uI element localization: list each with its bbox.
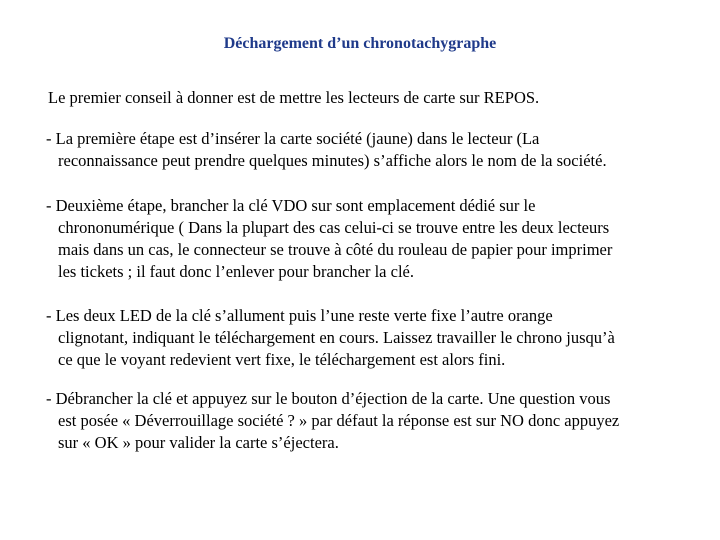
intro-paragraph: Le premier conseil à donner est de mettre les lecteurs de carte sur REPOS. <box>48 88 540 107</box>
step-line: ce que le voyant redevient vert fixe, le téléchargement est alors fini. <box>58 350 506 369</box>
step-line: mais dans un cas, le connecteur se trouve à côté du rouleau de papier pour imprimer <box>58 240 613 259</box>
step-line: - Les deux LED de la clé s’allument puis l’une reste verte fixe l’autre orange <box>46 306 553 325</box>
step-line: - La première étape est d’insérer la carte société (jaune) dans le lecteur (La <box>46 129 540 148</box>
step-line: chrononumérique ( Dans la plupart des cas celui-ci se trouve entre les deux lecteurs <box>58 218 610 237</box>
step-line: - Deuxième étape, brancher la clé VDO sur sont emplacement dédié sur le <box>46 196 536 215</box>
step-line: sur « OK » pour valider la carte s’éjectera. <box>58 433 339 452</box>
step-4-paragraph <box>46 388 686 454</box>
step-line: est posée « Déverrouillage société ? » par défaut la réponse est sur NO donc appuyez <box>58 411 620 430</box>
step-3-paragraph <box>46 305 686 371</box>
step-line: reconnaissance peut prendre quelques minutes) s’affiche alors le nom de la société. <box>58 151 607 170</box>
step-line: clignotant, indiquant le téléchargement en cours. Laissez travailler le chrono jusqu’à <box>58 328 615 347</box>
step-line: - Débrancher la clé et appuyez sur le bouton d’éjection de la carte. Une question vous <box>46 389 611 408</box>
step-1-paragraph <box>46 128 686 172</box>
step-2-paragraph <box>46 195 686 283</box>
step-line: les tickets ; il faut donc l’enlever pour brancher la clé. <box>58 262 414 281</box>
document-title: Déchargement d’un chronotachygraphe <box>223 35 497 52</box>
